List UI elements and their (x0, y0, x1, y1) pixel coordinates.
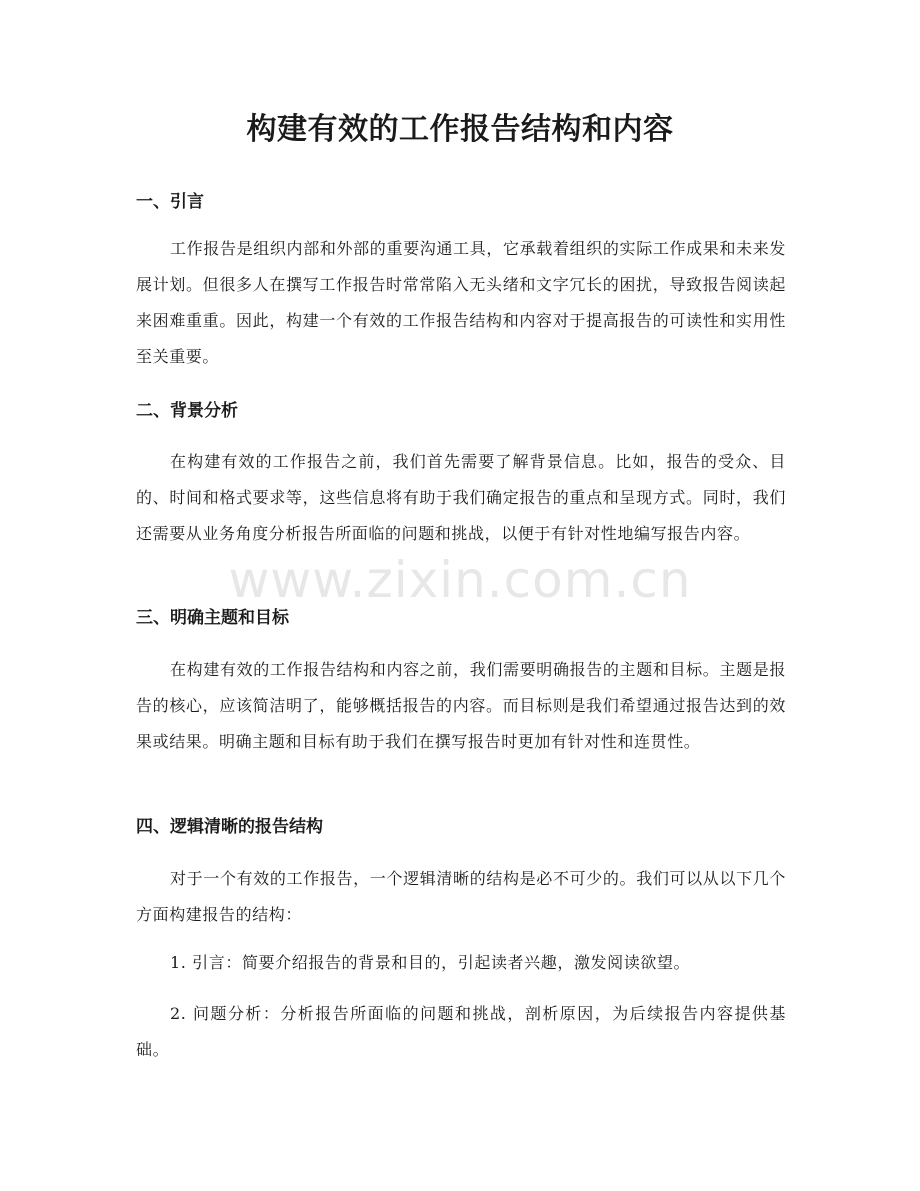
section-heading-theme-goals: 三、明确主题和目标 (136, 608, 289, 628)
section-heading-background: 二、背景分析 (136, 401, 238, 421)
paragraph-theme-goals: 在构建有效的工作报告结构和内容之前，我们需要明确报告的主题和目标。主题是报告的核心，应该简洁明了，能够概括报告的内容。而目标则是我们希望通过报告达到的效果或结果。明确主题和目标有助于我们在撰写报告时更加有针对性和连贯性。 (136, 660, 786, 751)
watermark-text: www.zixin.com.cn (228, 551, 692, 609)
document-title: 构建有效的工作报告结构和内容 (246, 112, 674, 147)
list-item-introduction: 1. 引言：简要介绍报告的背景和目的，引起读者兴趣，激发阅读欲望。 (170, 953, 691, 972)
paragraph-structure-intro: 对于一个有效的工作报告，一个逻辑清晰的结构是必不可少的。我们可以从以下几个方面构建报告的结构： (136, 869, 786, 924)
section-heading-introduction: 一、引言 (136, 192, 204, 212)
list-item-problem-analysis: 2. 问题分析：分析报告所面临的问题和挑战，剖析原因，为后续报告内容提供基础。 (136, 1004, 786, 1059)
section-heading-structure: 四、逻辑清晰的报告结构 (136, 817, 323, 837)
paragraph-background: 在构建有效的工作报告之前，我们首先需要了解背景信息。比如，报告的受众、目的、时间和格式要求等，这些信息将有助于我们确定报告的重点和呈现方式。同时，我们还需要从业务角度分析报告所面临的问题和挑战，以便于有针对性地编写报告内容。 (136, 452, 786, 543)
paragraph-introduction: 工作报告是组织内部和外部的重要沟通工具，它承载着组织的实际工作成果和未来发展计划。但很多人在撰写工作报告时常常陷入无头绪和文字冗长的困扰，导致报告阅读起来困难重重。因此，构建一个有效的工作报告结构和内容对于提高报告的可读性和实用性至关重要。 (136, 239, 786, 366)
